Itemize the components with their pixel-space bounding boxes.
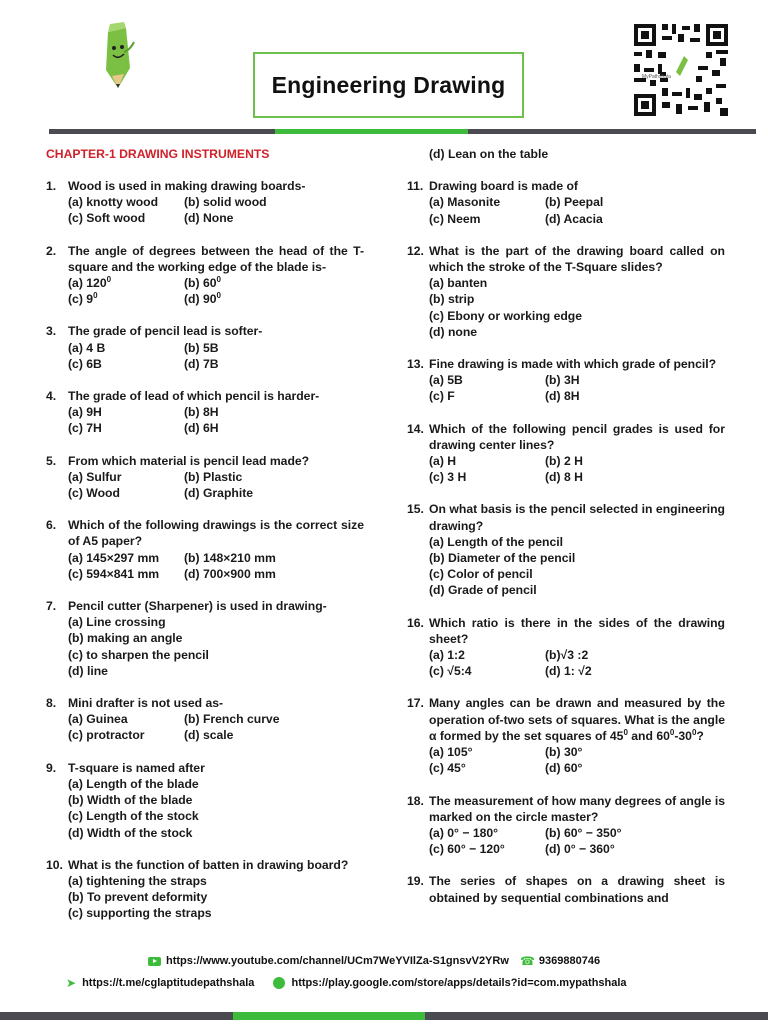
option: (c) 60° − 120° xyxy=(429,842,505,857)
right-column xyxy=(407,146,725,922)
question-16 xyxy=(407,615,725,680)
question-number: 3. xyxy=(46,324,57,339)
question-14 xyxy=(407,421,725,486)
question-text: On what basis is the pencil selected in engineering drawing? xyxy=(429,502,725,533)
question-text: Wood is used in making drawing boards- xyxy=(68,179,306,193)
question-text: Which of the following drawings is the correct size of A5 paper? xyxy=(68,518,364,549)
question-number: 4. xyxy=(46,389,57,404)
question-12 xyxy=(407,243,725,340)
option: (b) 148×210 mm xyxy=(184,550,276,565)
question-text: The grade of lead of which pencil is harder- xyxy=(68,389,320,404)
question-19 xyxy=(407,873,725,905)
option: (a) 105° xyxy=(429,745,473,760)
question-number: 9. xyxy=(46,760,57,775)
option: (b)√3 :2 xyxy=(545,648,589,663)
option: (d) Lean on the table xyxy=(429,147,549,161)
youtube-link[interactable]: https://www.youtube.com/channel/UCm7WeYVIlZa-S1gnsvV2YRw xyxy=(166,954,509,967)
option: (d) 700×900 mm xyxy=(184,566,276,581)
youtube-icon xyxy=(148,957,161,966)
option: (d) line xyxy=(68,663,108,678)
qr-code-icon xyxy=(632,22,730,118)
question-number: 8. xyxy=(46,696,57,711)
option: (d) 8 H xyxy=(545,470,583,485)
question-number: 19. xyxy=(407,874,424,889)
question-text: T-square is named after xyxy=(68,760,205,775)
option: (d) 1: √2 xyxy=(545,664,592,679)
option: (a) Sulfur xyxy=(68,469,122,484)
question-text: Which ratio is there in the sides of the drawing sheet? xyxy=(429,615,725,646)
option: (b) solid wood xyxy=(184,195,267,210)
phone-icon: ☎ xyxy=(519,954,535,968)
option: (a) Guinea xyxy=(68,712,128,727)
option: (d) Grade of pencil xyxy=(429,583,537,598)
option: (a) $120^0$ xyxy=(68,274,112,291)
question-9 xyxy=(46,760,364,841)
question-text: The measurement of how many degrees of angle is marked on the circle master? xyxy=(429,793,725,824)
qr-caption: MyPathshala xyxy=(642,74,671,80)
question-number: 1. xyxy=(46,179,57,193)
option: (a) 4 B xyxy=(68,340,106,355)
option: (b) $60^0$ xyxy=(184,274,221,291)
option: (b) Peepal xyxy=(545,195,604,210)
option: (c) Ebony or working edge xyxy=(429,308,583,323)
question-number: 11. xyxy=(407,179,424,194)
question-text: Drawing board is made of xyxy=(429,179,578,194)
option: (a) knotty wood xyxy=(68,195,159,210)
question-11 xyxy=(407,178,725,227)
option: (c) $9^0$ xyxy=(68,291,98,307)
option: (b) making an angle xyxy=(68,631,183,646)
question-17 xyxy=(407,695,725,776)
option: (c) Soft wood xyxy=(68,211,146,226)
question-10 xyxy=(46,857,364,922)
option: (c) Wood xyxy=(68,486,120,501)
question-text: What is the function of batten in drawing board? xyxy=(68,857,349,872)
option: (a) Masonite xyxy=(429,195,501,210)
option: (a) banten xyxy=(429,276,488,291)
option: (a) H xyxy=(429,454,457,469)
question-6 xyxy=(46,517,364,582)
question-text: The grade of pencil lead is softer- xyxy=(68,324,263,339)
option: (c) to sharpen the pencil xyxy=(68,647,209,662)
option: (b) Plastic xyxy=(184,469,243,484)
question-text: Mini drafter is not used as- xyxy=(68,696,224,711)
question-text: Pencil cutter (Sharpener) is used in drawing- xyxy=(68,599,327,614)
option: (a) Length of the blade xyxy=(68,776,199,791)
option: (d) None xyxy=(184,211,234,226)
question-10-continued xyxy=(407,146,725,162)
telegram-link[interactable]: https://t.me/cglaptitudepathshala xyxy=(82,976,255,989)
question-number: 6. xyxy=(46,518,57,533)
page-title: Engineering Drawing xyxy=(271,71,506,98)
option: (b) Width of the blade xyxy=(68,793,193,808)
option: (c) Length of the stock xyxy=(68,809,199,824)
option: (a) tightening the straps xyxy=(68,873,207,888)
question-text: Many angles can be drawn and measured by the operation of-two sets of squares. What is the angle α formed by the set squares of $45^0$ and $60^0-30^0$? xyxy=(429,696,725,743)
option: (c) protractor xyxy=(68,728,145,743)
chapter-heading: CHAPTER-1 DRAWING INSTRUMENTS xyxy=(46,147,270,161)
option: (d) scale xyxy=(184,728,234,743)
header-divider xyxy=(49,129,756,134)
question-5 xyxy=(46,453,364,502)
question-number: 5. xyxy=(46,453,57,468)
option: (b) strip xyxy=(429,292,475,307)
question-number: 16. xyxy=(407,615,424,630)
option: (c) Color of pencil xyxy=(429,567,533,582)
question-15 xyxy=(407,501,725,598)
option: (c) F xyxy=(429,389,455,404)
option: (b) 60° − 350° xyxy=(545,825,622,840)
option: (d) 8H xyxy=(545,389,580,404)
option: (a) 145×297 mm xyxy=(68,550,160,565)
question-text: Fine drawing is made with which grade of pencil? xyxy=(429,357,717,372)
option: (b) To prevent deformity xyxy=(68,890,208,905)
question-1 xyxy=(46,178,364,227)
question-8 xyxy=(46,695,364,744)
question-text: Which of the following pencil grades is used for drawing center lines? xyxy=(429,421,725,452)
question-number: 13. xyxy=(407,357,424,372)
question-number: 10. xyxy=(46,857,63,872)
option: (b) 2 H xyxy=(545,454,583,469)
question-number: 7. xyxy=(46,599,57,614)
question-18 xyxy=(407,793,725,858)
question-number: 17. xyxy=(407,696,424,711)
option: (d) 60° xyxy=(545,761,583,776)
question-2 xyxy=(46,243,364,308)
question-4 xyxy=(46,388,364,437)
question-number: 14. xyxy=(407,421,424,436)
question-number: 18. xyxy=(407,793,424,808)
option: (a) 5B xyxy=(429,373,463,388)
option: (d) none xyxy=(429,324,478,339)
question-7 xyxy=(46,598,364,679)
question-3 xyxy=(46,323,364,372)
question-text: The angle of degrees between the head of the T-square and the working edge of the blade is- xyxy=(68,243,364,274)
option: (b) 3H xyxy=(545,373,580,388)
option: (d) Width of the stock xyxy=(68,825,193,840)
left-column xyxy=(46,146,364,938)
option: (c) 7H xyxy=(68,421,102,436)
option: (c) √5:4 xyxy=(429,664,472,679)
play-store-icon xyxy=(273,977,285,989)
playstore-link[interactable]: https://play.google.com/store/apps/details?id=com.mypathshala xyxy=(291,976,627,989)
footer-links xyxy=(66,976,627,990)
pencil-logo-icon xyxy=(94,22,138,94)
option: (b) Diameter of the pencil xyxy=(429,551,576,566)
option: (b) 8H xyxy=(184,405,219,420)
option: (d) Acacia xyxy=(545,211,603,226)
question-number: 12. xyxy=(407,243,424,258)
question-text: From which material is pencil lead made? xyxy=(68,453,310,468)
footer-youtube xyxy=(148,954,600,968)
question-13 xyxy=(407,356,725,405)
option: (c) supporting the straps xyxy=(68,906,212,921)
option: (d) Graphite xyxy=(184,486,254,501)
option: (d) 7B xyxy=(184,356,219,371)
option: (d) 6H xyxy=(184,421,219,436)
option: (a) Line crossing xyxy=(68,615,166,630)
phone-number[interactable]: 9369880746 xyxy=(538,954,601,967)
option: (a) 1:2 xyxy=(429,648,465,663)
question-text: The series of shapes on a drawing sheet is obtained by sequential combinations and xyxy=(429,874,725,905)
option: (c) 3 H xyxy=(429,470,467,485)
title-box xyxy=(253,52,524,118)
option: (b) 30° xyxy=(545,745,583,760)
telegram-icon: ➤ xyxy=(66,976,77,990)
question-number: 15. xyxy=(407,502,424,517)
option: (c) 45° xyxy=(429,761,466,776)
option: (a) Length of the pencil xyxy=(429,534,564,549)
option: (c) Neem xyxy=(429,211,481,226)
footer-divider xyxy=(0,1012,768,1020)
option: (c) 6B xyxy=(68,356,102,371)
question-number: 2. xyxy=(46,243,57,258)
option: (b) French curve xyxy=(184,712,280,727)
option: (d) 0° − 360° xyxy=(545,842,615,857)
option: (a) 9H xyxy=(68,405,102,420)
option: (a) 0° − 180° xyxy=(429,825,499,840)
option: (d) $90^0$ xyxy=(184,291,221,307)
option: (c) 594×841 mm xyxy=(68,566,160,581)
option: (b) 5B xyxy=(184,340,219,355)
question-text: What is the part of the drawing board called on which the stroke of the T-Square slides? xyxy=(429,243,725,275)
